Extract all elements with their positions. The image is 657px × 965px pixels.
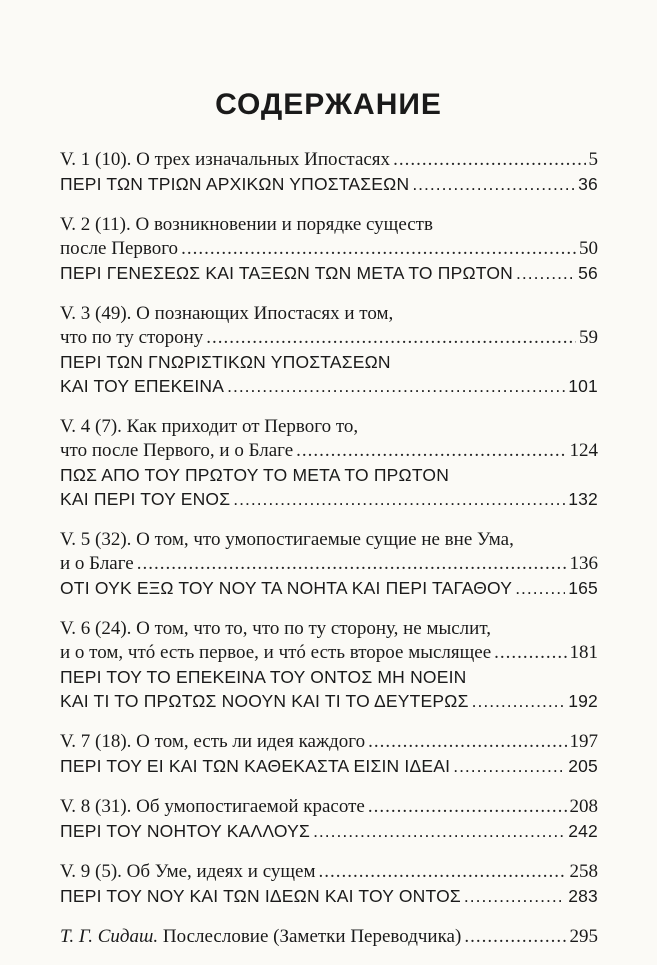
afterword-line[interactable] bbox=[60, 925, 598, 949]
toc-page-number: 197 bbox=[569, 731, 598, 752]
toc-line-text: V. 5 (32). О том, что умопостигаемые сущие не вне Ума, bbox=[60, 529, 514, 550]
toc-line-greek bbox=[60, 665, 598, 689]
toc-entry bbox=[60, 415, 598, 511]
toc-page-number: 165 bbox=[568, 578, 598, 598]
leader-dots bbox=[472, 689, 566, 713]
toc-line-russian[interactable] bbox=[60, 439, 598, 463]
toc-line-russian bbox=[60, 213, 598, 237]
toc-entry bbox=[60, 795, 598, 843]
leader-dots bbox=[516, 261, 575, 285]
afterword-author: Т. Г. Сидаш. bbox=[60, 926, 159, 947]
toc-page-number: 36 bbox=[578, 174, 598, 194]
toc-line-text: V. 2 (11). О возникновении и порядке существ bbox=[60, 214, 433, 235]
toc-page-number: 50 bbox=[579, 238, 598, 259]
leader-dots bbox=[494, 641, 566, 665]
leader-dots bbox=[515, 576, 565, 600]
toc-line-russian bbox=[60, 302, 598, 326]
leader-dots bbox=[412, 172, 575, 196]
toc-line-russian[interactable] bbox=[60, 795, 598, 819]
leader-dots bbox=[368, 730, 566, 754]
toc-entry bbox=[60, 528, 598, 600]
afterword-title bbox=[60, 925, 461, 949]
afterword-page-number: 295 bbox=[569, 926, 598, 947]
toc-entry bbox=[60, 213, 598, 285]
toc-page-number: 59 bbox=[579, 327, 598, 348]
toc-page-number: 101 bbox=[568, 376, 598, 396]
toc-line-russian bbox=[60, 415, 598, 439]
toc-line-russian[interactable] bbox=[60, 730, 598, 754]
toc-line-text: ΚΑΙ ΤΙ ΤΟ ΠΡΩΤΩΣ ΝΟΟΥΝ ΚΑΙ ΤΙ ΤΟ ΔΕΥΤΕΡΩΣ bbox=[60, 691, 469, 711]
toc-page-number: 132 bbox=[568, 489, 598, 509]
leader-dots bbox=[227, 374, 565, 398]
toc-line-russian bbox=[60, 528, 598, 552]
toc-line-russian bbox=[60, 617, 598, 641]
leader-dots bbox=[319, 860, 567, 884]
toc-line-text: ΠΕΡΙ ΤΩΝ ΤΡΙΩΝ ΑΡΧΙΚΩΝ ΥΠΟΣΤΑΣΕΩΝ bbox=[60, 174, 410, 194]
toc-line-russian[interactable] bbox=[60, 860, 598, 884]
toc-entry bbox=[60, 860, 598, 908]
toc-line-text: V. 6 (24). О том, что то, что по ту сторону, не мыслит, bbox=[60, 618, 491, 639]
toc-entry bbox=[60, 302, 598, 398]
toc-line-greek bbox=[60, 350, 598, 374]
toc-page-number: 124 bbox=[569, 440, 598, 461]
leader-dots bbox=[464, 925, 566, 949]
toc-page-number: 208 bbox=[569, 796, 598, 817]
toc-line-russian[interactable] bbox=[60, 641, 598, 665]
toc-page-number: 181 bbox=[569, 642, 598, 663]
leader-dots bbox=[313, 819, 565, 843]
leader-dots bbox=[181, 237, 576, 261]
toc-line-greek[interactable] bbox=[60, 576, 598, 600]
leader-dots bbox=[233, 487, 565, 511]
toc-entry bbox=[60, 148, 598, 196]
leader-dots bbox=[206, 326, 576, 350]
toc-line-greek[interactable] bbox=[60, 487, 598, 511]
toc-page-number: 242 bbox=[568, 821, 598, 841]
toc-page-number: 56 bbox=[578, 263, 598, 283]
toc-line-text: V. 9 (5). Об Уме, идеях и сущем bbox=[60, 861, 316, 882]
leader-dots bbox=[393, 148, 585, 172]
toc-line-text: после Первого bbox=[60, 238, 179, 259]
toc-line-text: ΚΑΙ ΤΟΥ ΕΠΕΚΕΙΝΑ bbox=[60, 376, 225, 396]
toc-line-text: ΠΕΡΙ ΤΟΥ ΤΟ ΕΠΕΚΕΙΝΑ ΤΟΥ ΟΝΤΟΣ ΜΗ ΝΟΕΙΝ bbox=[60, 667, 467, 687]
toc-line-text: V. 4 (7). Как приходит от Первого то, bbox=[60, 416, 359, 437]
toc-page-number: 283 bbox=[568, 886, 598, 906]
leader-dots bbox=[464, 884, 565, 908]
toc-line-text: ΠΕΡΙ ΤΟΥ ΕΙ ΚΑΙ ΤΩΝ ΚΑΘΕΚΑΣΤΑ ΕΙΣΙΝ ΙΔΕΑΙ bbox=[60, 756, 451, 776]
toc-line-text: ΠΕΡΙ ΤΟΥ ΝΟΥ ΚΑΙ ΤΩΝ ΙΔΕΩΝ ΚΑΙ ΤΟΥ ΟΝΤΟΣ bbox=[60, 886, 461, 906]
toc-entry bbox=[60, 617, 598, 713]
afterword-text: Послесловие (Заметки Переводчика) bbox=[158, 926, 462, 947]
toc-entry bbox=[60, 730, 598, 778]
toc-line-russian[interactable] bbox=[60, 326, 598, 350]
toc-line-greek[interactable] bbox=[60, 819, 598, 843]
toc-page-number: 205 bbox=[568, 756, 598, 776]
toc-line-text: V. 8 (31). Об умопостигаемой красоте bbox=[60, 796, 365, 817]
toc-line-text: V. 1 (10). О трех изначальных Ипостасях bbox=[60, 149, 391, 170]
toc-line-text: ΠΩΣ ΑΠΟ ΤΟΥ ΠΡΩΤΟΥ ΤΟ ΜΕΤΑ ΤΟ ΠΡΩΤΟΝ bbox=[60, 465, 450, 485]
toc-entries bbox=[60, 148, 598, 908]
table-of-contents bbox=[60, 148, 598, 949]
toc-line-greek[interactable] bbox=[60, 884, 598, 908]
toc-line-text: ΟΤΙ ΟΥΚ ΕΞΩ ΤΟΥ ΝΟΥ ΤΑ ΝΟΗΤΑ ΚΑΙ ΠΕΡΙ ΤΑΓΑΘΟΥ bbox=[60, 578, 513, 598]
leader-dots bbox=[296, 439, 566, 463]
toc-line-greek bbox=[60, 463, 598, 487]
toc-line-text: V. 3 (49). О познающих Ипостасях и том, bbox=[60, 303, 394, 324]
toc-page-number: 5 bbox=[588, 149, 598, 170]
toc-page-number: 136 bbox=[569, 553, 598, 574]
toc-line-russian[interactable] bbox=[60, 552, 598, 576]
toc-line-text: и о том, чтó есть первое, и чтó есть второе мыслящее bbox=[60, 642, 492, 663]
toc-line-text: ΠΕΡΙ ΓΕΝΕΣΕΩΣ ΚΑΙ ΤΑΞΕΩΝ ΤΩΝ ΜΕΤΑ ΤΟ ΠΡΩΤΟΝ bbox=[60, 263, 514, 283]
toc-line-text: что по ту сторону bbox=[60, 327, 204, 348]
toc-line-russian[interactable] bbox=[60, 237, 598, 261]
toc-line-greek[interactable] bbox=[60, 754, 598, 778]
toc-line-greek[interactable] bbox=[60, 374, 598, 398]
toc-page-number: 192 bbox=[568, 691, 598, 711]
page-title: СОДЕРЖАНИЕ bbox=[215, 88, 442, 121]
leader-dots bbox=[453, 754, 565, 778]
toc-line-greek[interactable] bbox=[60, 261, 598, 285]
leader-dots bbox=[137, 552, 567, 576]
toc-line-text: ΚΑΙ ΠΕΡΙ ΤΟΥ ΕΝΟΣ bbox=[60, 489, 231, 509]
toc-line-text: ΠΕΡΙ ΤΟΥ ΝΟΗΤΟΥ ΚΑΛΛΟΥΣ bbox=[60, 821, 311, 841]
toc-line-text: и о Благе bbox=[60, 553, 134, 574]
toc-page-number: 258 bbox=[569, 861, 598, 882]
toc-line-greek[interactable] bbox=[60, 172, 598, 196]
toc-line-text: V. 7 (18). О том, есть ли идея каждого bbox=[60, 731, 366, 752]
toc-line-text: что после Первого, и о Благе bbox=[60, 440, 294, 461]
toc-line-text: ΠΕΡΙ ΤΩΝ ΓΝΩΡΙΣΤΙΚΩΝ ΥΠΟΣΤΑΣΕΩΝ bbox=[60, 352, 391, 372]
toc-line-greek[interactable] bbox=[60, 689, 598, 713]
toc-line-russian[interactable] bbox=[60, 148, 598, 172]
leader-dots bbox=[368, 795, 567, 819]
